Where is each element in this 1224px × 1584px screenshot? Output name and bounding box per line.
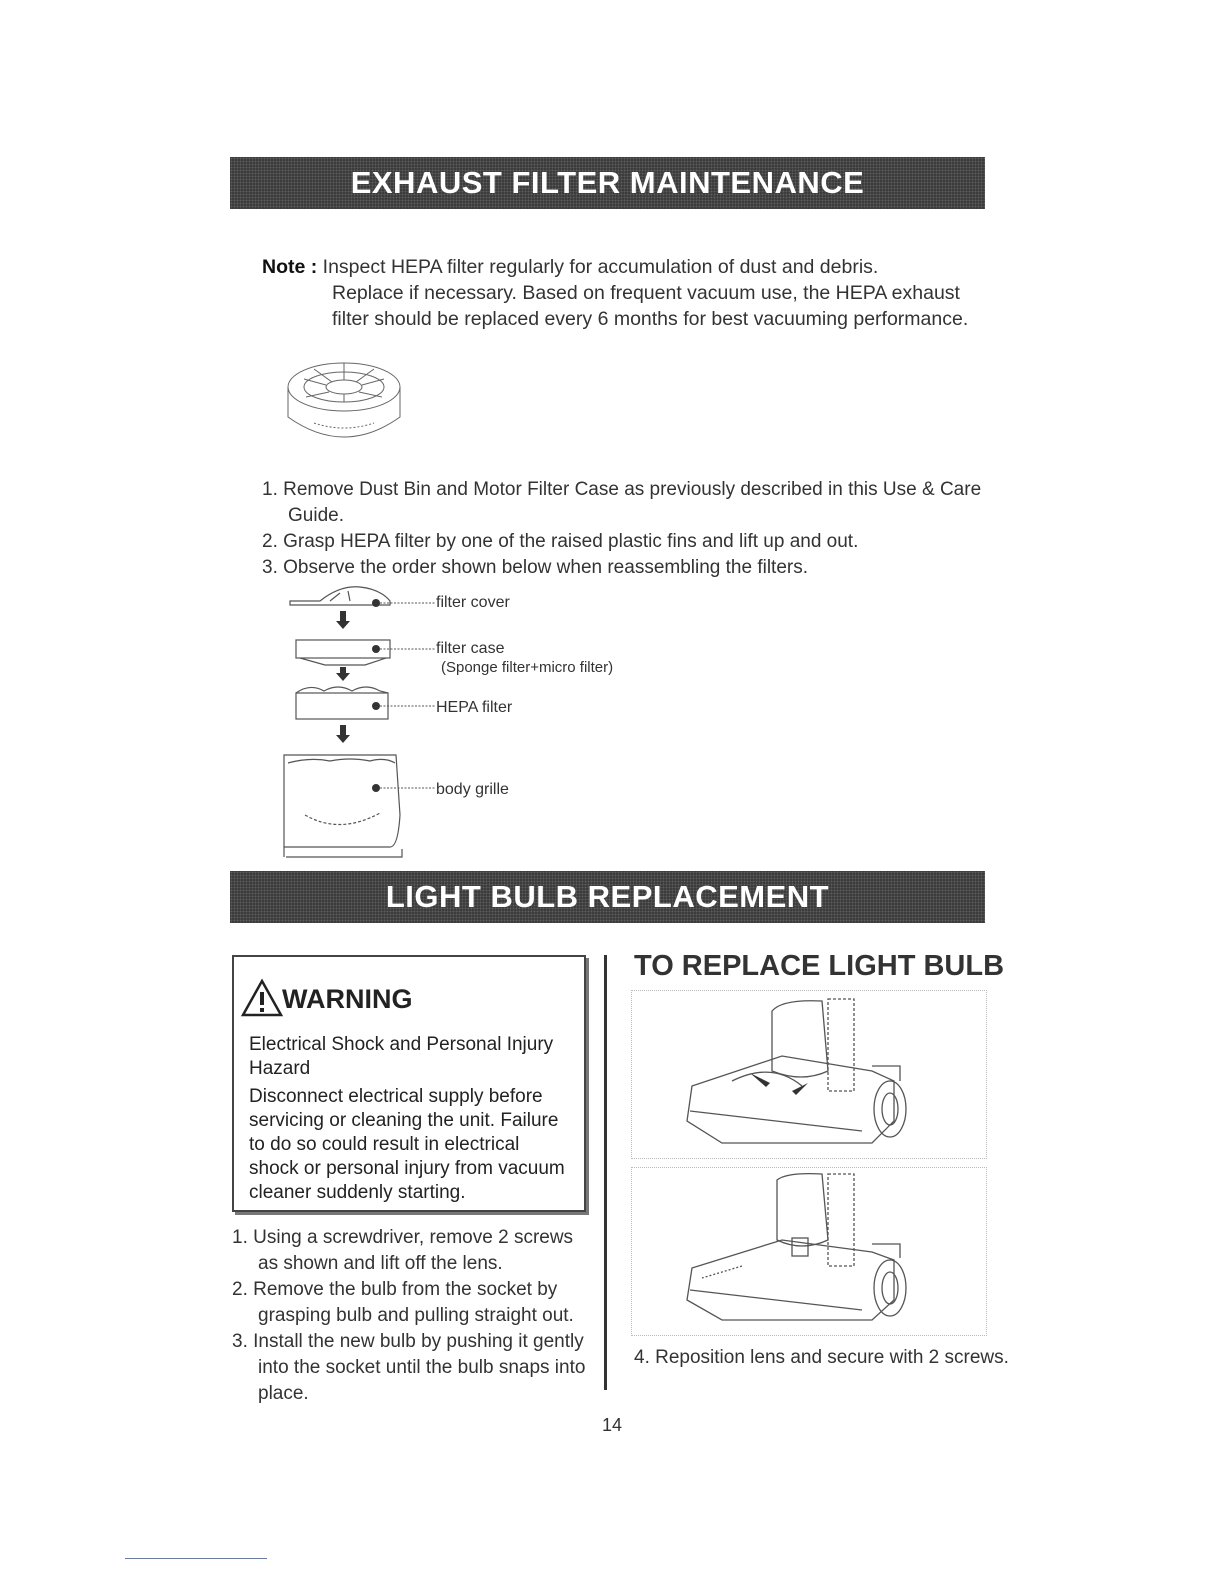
exhaust-filter-title: EXHAUST FILTER MAINTENANCE [350,165,865,200]
hepa-filter-label: HEPA filter [436,699,513,716]
light-bulb-banner [230,871,985,923]
vacuum-illustration-remove-lens [631,990,987,1159]
vacuum-illustration-bulb-socket [631,1167,987,1336]
filter-assembly-diagram [280,585,440,860]
light-bulb-title: LIGHT BULB REPLACEMENT [385,879,830,914]
hepa-filter-illustration [284,357,404,453]
note-rest: Replace if necessary. Based on frequent vacuum use, the HEPA exhaust filter should be replaced every 6 months for best vacuuming performance. [332,282,969,330]
body-grille-label: body grille [436,781,509,798]
bulb-step-4: 4. Reposition lens and secure with 2 screws. [634,1347,1009,1368]
footer-line [125,1558,267,1559]
replace-bulb-heading: TO REPLACE LIGHT BULB [634,950,1005,982]
note-line1: Inspect HEPA filter regularly for accumulation of dust and debris. [322,256,879,278]
list-item: 2. Grasp HEPA filter by one of the raised plastic fins and lift up and out. [262,531,859,552]
filter-case-label: filter case [436,640,505,657]
warning-triangle-icon [240,978,284,1018]
list-item: 3. Observe the order shown below when reassembling the filters. [262,557,808,578]
warning-hazard-text: Electrical Shock and Personal Injury Hazard [249,1034,554,1079]
bulb-steps-list [232,1225,592,1407]
note-paragraph [262,254,982,332]
list-item: 2. Remove the bulb from the socket by grasping bulb and pulling straight out. [232,1279,574,1326]
warning-body-text: Disconnect electrical supply before servicing or cleaning the unit. Failure to do so could result in electrical shock or personal injury from vacuum cleaner suddenly starting. [249,1086,565,1203]
filter-cover-label: filter cover [436,594,510,611]
filter-case-sublabel: (Sponge filter+micro filter) [441,659,614,676]
list-item: 1. Using a screwdriver, remove 2 screws as shown and lift off the lens. [232,1227,574,1274]
exhaust-steps-list [262,477,982,581]
note-label: Note : [262,256,318,278]
list-item: 1. Remove Dust Bin and Motor Filter Case as previously described in this Use & Care Guide. [262,479,982,526]
list-item: 3. Install the new bulb by pushing it gently into the socket until the bulb snaps into place. [232,1331,586,1404]
exhaust-filter-banner [230,157,985,209]
body-grille-shape [284,755,400,847]
warning-title: WARNING [282,984,413,1014]
column-divider [604,955,607,1390]
page-number: 14 [601,1415,623,1435]
